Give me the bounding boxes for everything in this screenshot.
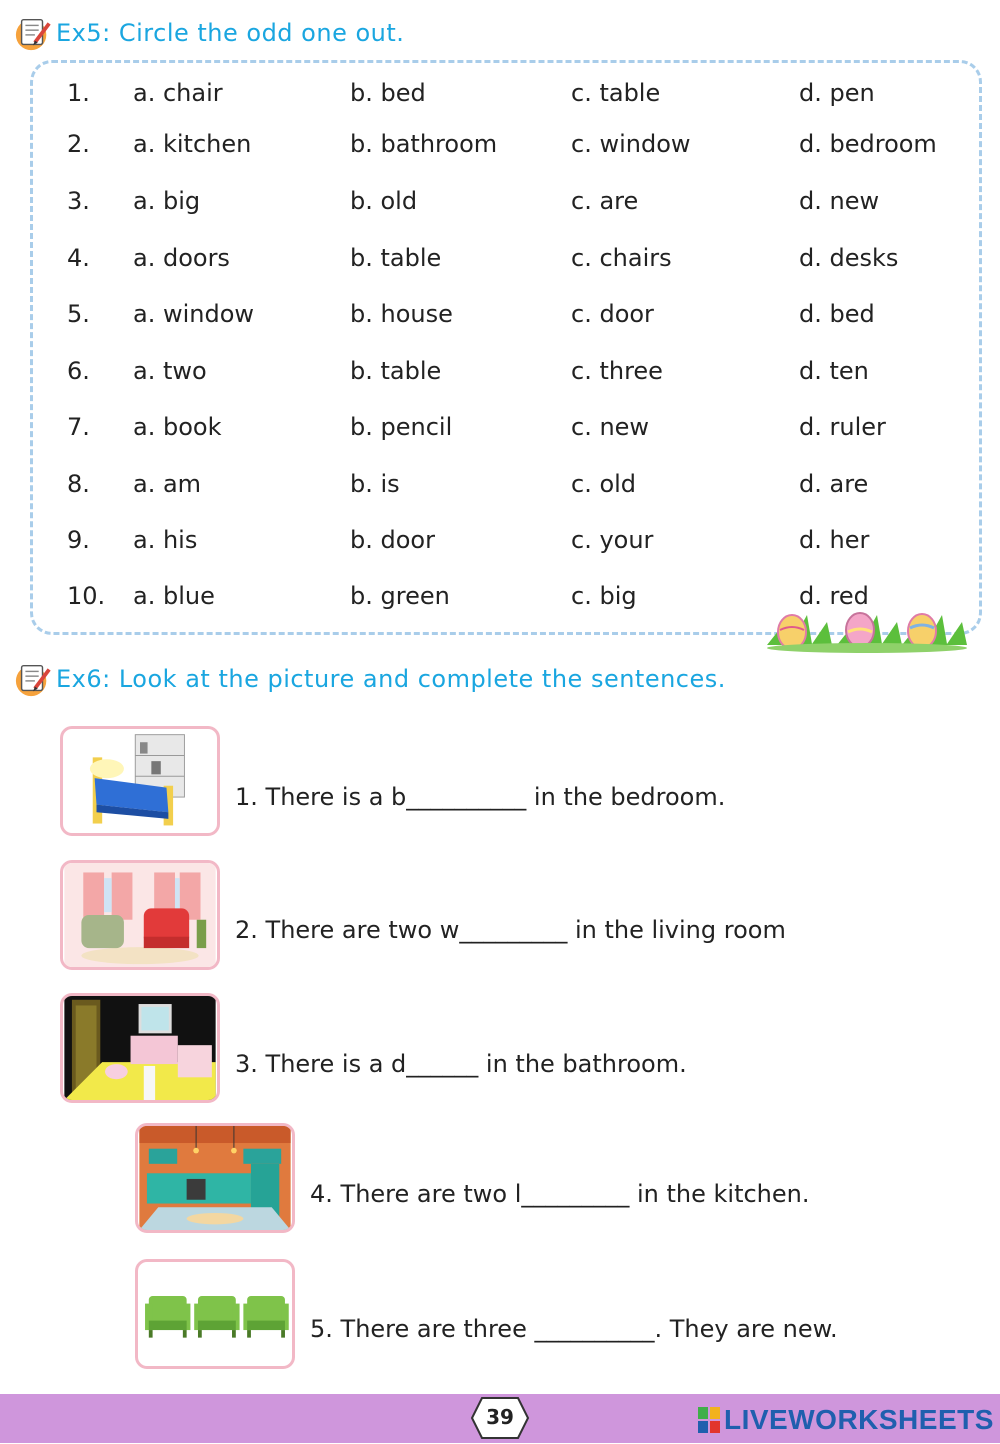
option-a[interactable]: a. book [133, 413, 222, 441]
option-d[interactable]: d. ruler [799, 413, 886, 441]
option-c[interactable]: c. new [571, 413, 650, 441]
living-room-picture [60, 860, 220, 970]
bathroom-picture [60, 993, 220, 1103]
notebook-pencil-icon [14, 14, 52, 52]
ex6-title: Ex6: Look at the picture and complete the sentences. [56, 665, 726, 693]
question-row [33, 413, 979, 453]
bed-picture [60, 726, 220, 836]
question-row [33, 470, 979, 510]
sentence-3: 3. There is a d______ in the bathroom. [235, 1050, 687, 1078]
ex6-heading [14, 660, 726, 698]
armchairs-icon [138, 1262, 292, 1366]
question-row [33, 130, 979, 170]
question-number: 6. [67, 357, 90, 385]
option-c[interactable]: c. big [571, 582, 637, 610]
question-number: 8. [67, 470, 90, 498]
question-number: 1. [67, 79, 90, 107]
option-b[interactable]: b. house [350, 300, 453, 328]
option-b[interactable]: b. green [350, 582, 450, 610]
option-c[interactable]: c. your [571, 526, 654, 554]
sentence-4: 4. There are two l_________ in the kitchen. [310, 1180, 810, 1208]
option-d[interactable]: d. bedroom [799, 130, 937, 158]
sentence-2: 2. There are two w_________ in the living room [235, 916, 786, 944]
option-c[interactable]: c. table [571, 79, 661, 107]
bathroom-icon [63, 996, 217, 1100]
option-a[interactable]: a. big [133, 187, 201, 215]
armchairs-picture [135, 1259, 295, 1369]
option-a[interactable]: a. two [133, 357, 207, 385]
brand-logo[interactable] [698, 1404, 994, 1436]
option-b[interactable]: b. bed [350, 79, 426, 107]
question-number: 9. [67, 526, 90, 554]
option-c[interactable]: c. window [571, 130, 691, 158]
option-b[interactable]: b. bathroom [350, 130, 498, 158]
option-d[interactable]: d. red [799, 582, 869, 610]
bed-icon [63, 729, 217, 833]
question-row [33, 300, 979, 340]
option-b[interactable]: b. table [350, 357, 442, 385]
option-b[interactable]: b. door [350, 526, 435, 554]
option-a[interactable]: a. blue [133, 582, 215, 610]
question-number: 7. [67, 413, 90, 441]
ex5-answer-box [30, 60, 982, 635]
option-d[interactable]: d. her [799, 526, 870, 554]
option-a[interactable]: a. chair [133, 79, 223, 107]
option-c[interactable]: c. old [571, 470, 637, 498]
option-a[interactable]: a. doors [133, 244, 230, 272]
option-a[interactable]: a. am [133, 470, 202, 498]
ex5-title: Ex5: Circle the odd one out. [56, 19, 405, 47]
option-a[interactable]: a. his [133, 526, 198, 554]
option-a[interactable]: a. kitchen [133, 130, 252, 158]
option-d[interactable]: d. new [799, 187, 880, 215]
option-d[interactable]: d. are [799, 470, 869, 498]
question-row [33, 357, 979, 397]
option-b[interactable]: b. table [350, 244, 442, 272]
option-b[interactable]: b. old [350, 187, 418, 215]
option-d[interactable]: d. pen [799, 79, 875, 107]
option-c[interactable]: c. chairs [571, 244, 672, 272]
option-c[interactable]: c. door [571, 300, 654, 328]
question-row [33, 526, 979, 566]
living-room-icon [63, 863, 217, 967]
question-number: 2. [67, 130, 90, 158]
question-number: 10. [67, 582, 106, 610]
notebook-pencil-icon [14, 660, 52, 698]
question-number: 3. [67, 187, 90, 215]
page-number: 39 [486, 1405, 514, 1429]
question-number: 4. [67, 244, 90, 272]
question-row [33, 187, 979, 227]
option-a[interactable]: a. window [133, 300, 255, 328]
question-number: 5. [67, 300, 90, 328]
sentence-1: 1. There is a b__________ in the bedroom. [235, 783, 726, 811]
sentence-5: 5. There are three __________. They are new. [310, 1315, 838, 1343]
option-b[interactable]: b. pencil [350, 413, 453, 441]
ex5-heading [14, 14, 404, 52]
option-d[interactable]: d. desks [799, 244, 899, 272]
option-d[interactable]: d. bed [799, 300, 875, 328]
liveworksheets-logo-icon [698, 1407, 720, 1433]
kitchen-picture [135, 1123, 295, 1233]
question-row [33, 244, 979, 284]
kitchen-icon [138, 1126, 292, 1230]
brand-name: LIVEWORKSHEETS [724, 1404, 994, 1435]
option-d[interactable]: d. ten [799, 357, 869, 385]
option-b[interactable]: b. is [350, 470, 400, 498]
question-row [33, 79, 979, 119]
easter-eggs-icon [762, 600, 972, 654]
option-c[interactable]: c. are [571, 187, 639, 215]
option-c[interactable]: c. three [571, 357, 663, 385]
